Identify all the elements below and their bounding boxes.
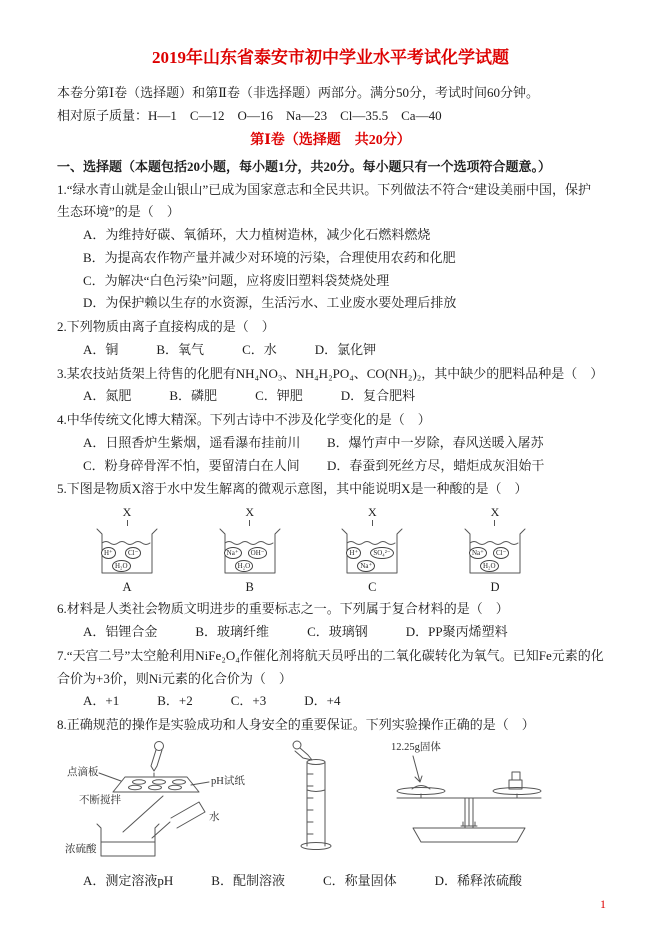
page-number: 1 [600,897,606,911]
option-letter-c: C [368,580,377,595]
atomic-mass-line: 相对原子质量：H—1 C—12 O—16 Na—23 Cl—35.5 Ca—40 [57,107,442,123]
ion-particle: H₂O [112,560,131,572]
question-2-option-a: A．铜 [83,341,119,357]
question-3-option-b: B．磷肥 [169,388,218,404]
question-3-stem: 3.某农技站货架上待售的化肥有NH₄NO₃、NH₄H₂PO₄、CO(NH₂)₂，其中缺少的肥料品种是（ ） [57,365,604,381]
ion-particle: H⁺ [101,547,116,559]
ion-particle: Na⁺ [357,560,375,572]
substance-x-label: X [490,505,500,520]
beaker-icon [218,527,282,577]
question-3-option-d: D．复合肥料 [340,388,416,404]
question-2-option-c: C．水 [242,341,277,357]
question-4-option-a: A．日照香炉生紫烟，遥看瀑布挂前川 [83,434,301,450]
option-letter-d: D [490,580,500,595]
option-letter-a: A [122,580,132,595]
substance-x-label: X [245,505,254,520]
pour-line [127,520,128,526]
balance-icon [397,756,541,842]
question-2-option-d: D．氯化钾 [314,341,377,357]
question-3-option-c: C．钾肥 [255,388,303,404]
question-3 [57,363,604,409]
question-7 [57,645,604,713]
question-6-stem: 6.材料是人类社会物质文明进步的重要标志之一。下列属于复合材料的是（ ） [57,601,509,617]
page-title: 2019年山东省泰安市初中学业水平考试化学试题 [152,48,509,67]
question-8 [57,714,604,893]
question-6-option-d: D．PP聚丙烯塑料 [405,624,508,640]
question-4-option-d: D．春蚕到死丝方尽，蜡炬成灰泪始干 [327,457,545,473]
ion-particle: H₂O [480,560,499,572]
beaker-option-c [336,505,408,595]
part-1-heading: 一、选择题（本题包括20小题，每小题1分，共20分。每小题只有一个选项符合题意。） [57,158,552,174]
question-7-option-d: D．+4 [304,693,341,709]
beaker-icon [340,527,404,577]
beaker-icon [463,527,527,577]
question-8-option-c: C．称量固体 [322,872,397,888]
question-7-options [57,690,604,713]
graduated-cylinder-icon [293,741,331,850]
question-6-option-b: B．玻璃纤维 [195,624,270,640]
question-1-option-a: A．为维持好碳、氧循环，大力植树造林，减少化石燃料燃烧 [83,227,431,243]
beaker-option-d [459,505,531,595]
question-7-option-b: B．+2 [157,693,193,709]
q5-microscopic-diagram [91,505,531,595]
question-8-stem: 8.正确规范的操作是实验成功和人身安全的重要保证。下列实验操作正确的是（ ） [57,717,535,733]
question-2 [57,316,604,362]
question-6 [57,598,604,644]
question-1 [57,179,604,316]
solid-mass-label: 12.25g固体 [391,741,441,753]
ion-particle: H₂O [235,560,254,572]
substance-x-label: X [122,505,132,520]
question-8-option-d: D．稀释浓硫酸 [434,872,523,888]
question-6-option-c: C．玻璃钢 [307,624,368,640]
question-7-option-a: A．+1 [83,693,120,709]
ion-particle: SO₄²⁻ [370,547,393,559]
question-1-stem: 1.“绿水青山就是金山银山”已成为国家意志和全民共识。下列做法不符合“建设美丽中国，保护生态环境”的是（ ） [57,181,592,220]
q8-lab-operation-figures [65,740,585,868]
question-7-stem: 7.“天宫二号”太空舱利用NiFe₂O₄作催化剂将航天员呼出的二氧化碳转化为氧气。已知Fe元素的化合价为+3价，则Ni元素的化合价为（ ） [57,647,604,686]
pour-line [249,520,250,526]
question-4-stem: 4.中华传统文化博大精深。下列古诗中不涉及化学变化的是（ ） [57,412,431,428]
beaker-option-a [91,505,163,595]
question-3-option-a: A．氮肥 [83,388,132,404]
question-5-stem: 5.下图是物质X溶于水中发生解离的微观示意图，其中能说明X是一种酸的是（ ） [57,481,528,497]
ion-particle: Cl⁻ [493,547,509,559]
ph-measuring-icon [99,741,209,792]
question-2-options [57,339,604,362]
question-3-options [57,385,604,408]
question-4-option-b: B．爆竹声中一岁除，春风送暖入屠苏 [327,434,544,450]
question-2-option-b: B．氧气 [156,341,205,357]
ion-particle: H⁺ [346,547,361,559]
ph-paper-label: pH试纸 [211,775,245,787]
question-4 [57,409,604,477]
question-8-option-b: B．配制溶液 [211,872,285,888]
ion-particle: Cl⁻ [125,547,141,559]
question-1-option-d: D．为保护赖以生存的水资源，生活污水、工业废水要处理后排放 [83,295,457,311]
question-7-option-c: C．+3 [230,693,267,709]
question-1-option-b: B．为提高农作物产量并减少对环境的污染，合理使用农药和化肥 [83,249,456,265]
water-label: 水 [209,811,220,823]
question-4-option-c: C．粉身碎骨浑不怕，要留清白在人间 [83,457,300,473]
ion-particle: OH⁻ [248,547,268,559]
section-1-heading: 第Ⅰ卷（选择题 共20分） [250,133,411,149]
ion-particle: Na⁺ [224,547,242,559]
question-2-stem: 2.下列物质由离子直接构成的是（ ） [57,319,275,335]
substance-x-label: X [367,505,377,520]
beaker-option-b [214,505,286,595]
ion-particle: Na⁺ [469,547,487,559]
pour-line [494,520,495,526]
exam-info-line: 本卷分第Ⅰ卷（选择题）和第Ⅱ卷（非选择题）两部分。满分50分，考试时间60分钟。 [57,84,539,100]
lab-operations-illustration [65,740,585,868]
beaker-icon [95,527,159,577]
stirring-label: 不断搅拌 [79,794,121,806]
question-4-options [57,432,604,478]
question-6-options [57,621,604,644]
pour-line [372,520,373,526]
question-6-option-a: A．铝锂合金 [83,624,158,640]
option-letter-b: B [245,580,254,595]
question-1-option-c: C．为解决“白色污染”问题，应将废旧塑料袋焚烧处理 [83,272,390,288]
question-8-option-a: A．测定溶液pH [83,872,174,888]
question-8-options [57,870,604,893]
question-5 [57,478,604,595]
spot-plate-label: 点滴板 [67,766,99,778]
conc-acid-label: 浓硫酸 [65,843,97,855]
